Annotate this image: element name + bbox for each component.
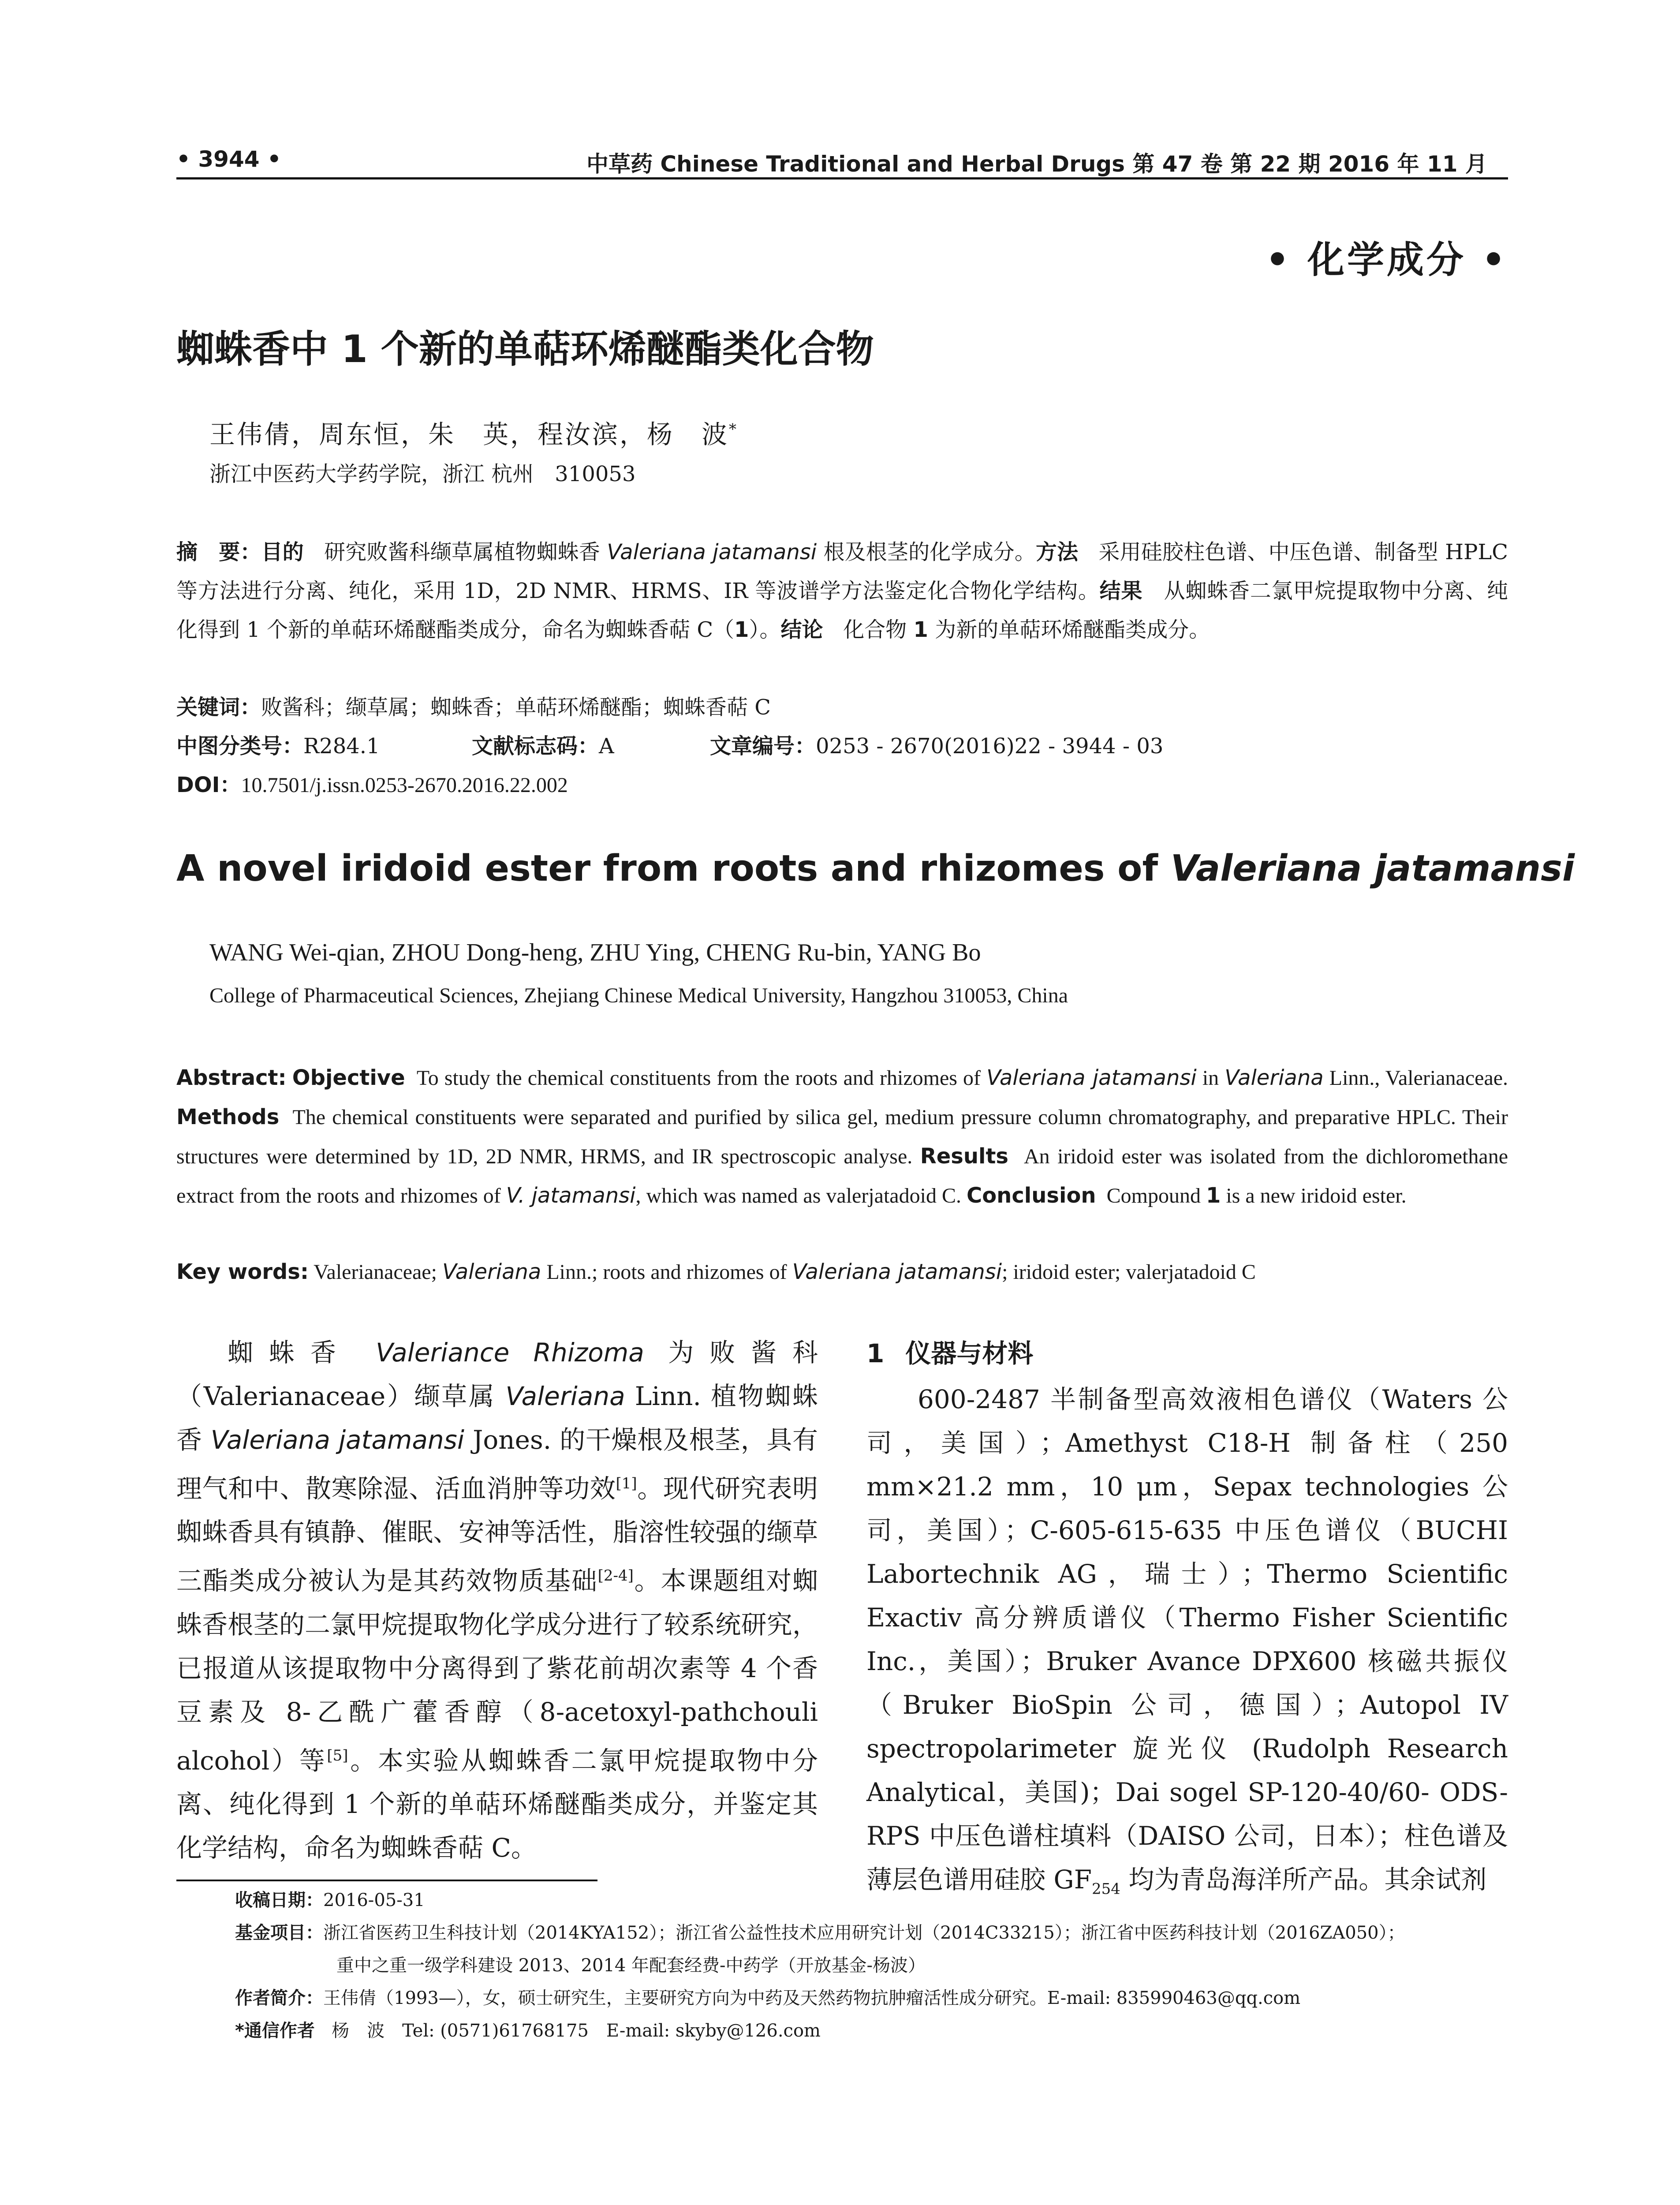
species-name: Valeriana jatamansi: [210, 1425, 465, 1455]
abstract-en: [176, 1058, 1508, 1215]
fund-label: 基金项目：: [235, 1923, 323, 1943]
body-text: 。本课题组对蜘蛛香根茎的二氯甲烷提取物化学成分进行了较系统研究，已报道从该提取物中分离得到了紫花前胡次素等 4 个香豆素及 8-乙酰广藿香醇（8-acetoxyl-pathchouli alcohol）等: [176, 1566, 818, 1775]
author-text: 王伟倩（1993—），女，硕士研究生，主要研究方向为中药及天然药物抗肿瘤活性成分研究。E-mail: 835990463@qq.com: [323, 1988, 1301, 2008]
keywords-en: [176, 1252, 1508, 1292]
species-name: Valeriana jatamansi: [607, 540, 817, 564]
body-text: Jones. 的干燥根及根茎，具有理气和中、散寒除湿、活血消肿等功效: [176, 1425, 818, 1504]
affiliation-zh: 浙江中医药大学药学院，浙江 杭州 310053: [209, 462, 636, 486]
clc-label: 中图分类号：: [176, 734, 304, 759]
conclusion-zh-label: 结论: [780, 617, 823, 642]
abstract-zh: [176, 533, 1508, 649]
author-label: 作者简介：: [235, 1988, 323, 2008]
species-name: Valeriana jatamansi: [792, 1259, 1002, 1284]
corr-text: 杨 波 Tel: (0571)61768175 E-mail: skyby@126.com: [332, 2021, 821, 2041]
methods-zh-text: 采用硅胶柱色谱、中压色谱、制备型 HPLC 等方法进行分离、纯化，采用 1D，2D NMR、HRMS、IR 等波谱学方法鉴定化合物化学结构。: [176, 540, 1508, 603]
conclusion-zh-text: 化合物: [843, 617, 907, 642]
latin-name: Valeriance Rhizoma: [376, 1338, 644, 1368]
genus-name: Valeriana: [1225, 1065, 1324, 1090]
keywords-en-c: ; iridoid ester; valerjatadoid C: [1002, 1260, 1256, 1284]
abstract-zh-label: 摘 要：: [176, 540, 261, 564]
affiliation-en: College of Pharmaceutical Sciences, Zhejiang Chinese Medical University, Hangzhou 310053, China: [209, 984, 1068, 1007]
objective-en-in: in: [1202, 1066, 1219, 1090]
body-text: 。现代研究表明蜘蛛香具有镇静、催眠、安神等活性，脂溶性较强的缬草三酯类成分被认为是其药效物质基础: [176, 1473, 818, 1596]
corr-label: *通信作者: [235, 2021, 315, 2041]
citation-ref[interactable]: [1]: [616, 1475, 637, 1492]
conclusion-en-label: Conclusion: [966, 1183, 1096, 1208]
abstract-en-label: Abstract:: [176, 1065, 287, 1090]
genus-name: Valeriana: [442, 1259, 541, 1284]
keywords-zh: [176, 688, 1508, 727]
objective-en-text: To study the chemical constituents from the roots and rhizomes of: [416, 1066, 981, 1090]
keywords-en-a: Valerianaceae;: [314, 1260, 437, 1284]
objective-en-end: Linn., Valerianaceae.: [1329, 1066, 1508, 1090]
compound-number: 1: [913, 617, 928, 642]
objective-zh-label: 目的: [261, 540, 304, 564]
fund-text-cont: 重中之重一级学科建设 2013、2014 年配套经费-中药学（开放基金-杨波）: [336, 1955, 926, 1976]
conclusion-en-text: Compound: [1106, 1184, 1201, 1207]
results-en-end: , which was named as valerjatadoid C.: [635, 1184, 961, 1207]
section-heading-text: 仪器与材料: [905, 1338, 1034, 1368]
header-rule: [176, 177, 1508, 179]
authors-zh-names: 王伟倩，周东恒，朱 英，程汝滨，杨 波: [209, 419, 729, 449]
received-label: 收稿日期：: [235, 1890, 323, 1910]
title-en-text: A novel iridoid ester from roots and rhizomes of: [176, 848, 1171, 889]
citation-ref[interactable]: [5]: [327, 1746, 348, 1764]
genus-name: Valeriana: [505, 1381, 625, 1411]
keywords-en-label: Key words:: [176, 1259, 309, 1284]
doc-code-value: A: [599, 734, 614, 759]
body-text: 蜘蛛香: [228, 1338, 352, 1368]
funding: [235, 1917, 1507, 1982]
received-value: 2016-05-31: [323, 1890, 425, 1910]
conclusion-en-end: is a new iridoid ester.: [1226, 1184, 1407, 1207]
doi-value: 10.7501/j.issn.0253-2670.2016.22.002: [241, 774, 568, 797]
objective-zh-end: 根及根茎的化学成分。: [823, 540, 1036, 564]
keywords-en-b: Linn.; roots and rhizomes of: [546, 1260, 787, 1284]
journal-info: 中草药 Chinese Traditional and Herbal Drugs 第 47 卷 第 22 期 2016 年 11 月: [586, 151, 1487, 177]
body-column-left: [176, 1331, 818, 1870]
page-number: • 3944 •: [176, 146, 281, 172]
results-zh-label: 结果: [1099, 579, 1143, 603]
classification-row: [176, 727, 1508, 766]
keywords-zh-label: 关键词：: [176, 695, 261, 720]
objective-en-label: Objective: [292, 1065, 405, 1090]
results-zh-end: ）。: [749, 617, 781, 642]
doc-code-label: 文献标志码：: [472, 734, 599, 759]
body-text: 为败酱科（Valerianaceae）缬草属: [176, 1338, 818, 1411]
clc-value: R284.1: [303, 734, 380, 759]
fund-text: 浙江省医药卫生科技计划（2014KYA152）；浙江省公益性技术应用研究计划（2014C33215）；浙江省中医药科技计划（2016ZA050）；: [323, 1923, 1405, 1943]
corresponding-author: [235, 2014, 821, 2047]
article-no-label: 文章编号：: [710, 734, 816, 759]
methods-zh-label: 方法: [1035, 540, 1079, 564]
article-no-value: 0253 - 2670(2016)22 - 3944 - 03: [816, 734, 1164, 759]
title-en-species: Valeriana jatamansi: [1170, 848, 1575, 889]
results-en-text: An iridoid ester was isolated from the dichloromethane extract from the roots and rhizomes of: [176, 1145, 1508, 1207]
article-title-en: [176, 848, 1575, 889]
section-number: 1: [866, 1338, 885, 1368]
objective-zh-text: 研究败酱科缬草属植物蜘蛛香: [324, 540, 600, 564]
doi-label: DOI：: [176, 773, 241, 797]
species-name: V. jatamansi: [506, 1183, 636, 1208]
article-title-zh: 蜘蛛香中 1 个新的单萜环烯醚酯类化合物: [176, 327, 874, 371]
corresponding-mark: *: [729, 420, 739, 438]
citation-ref[interactable]: [2-4]: [597, 1567, 634, 1585]
compound-number: 1: [1206, 1183, 1221, 1208]
running-header: [176, 140, 1508, 176]
results-zh-text: 从蜘蛛香二氯甲烷提取物中分离、纯化得到 1 个新的单萜环烯醚酯类成分，命名为蜘蛛香萜 C（: [176, 579, 1508, 642]
body-text: 。本实验从蜘蛛香二氯甲烷提取物中分离、纯化得到 1 个新的单萜环烯醚酯类成分，并鉴定其化学结构，命名为蜘蛛香萜 C。: [176, 1745, 818, 1863]
section-label: • 化学成分 •: [1266, 238, 1508, 281]
received-date: [235, 1884, 425, 1917]
instruments-paragraph: [866, 1378, 1508, 1911]
authors-en: WANG Wei-qian, ZHOU Dong-heng, ZHU Ying, CHENG Ru-bin, YANG Bo: [209, 939, 981, 966]
doi-row: [176, 766, 1508, 805]
author-bio: [235, 1982, 1300, 2014]
methods-en-label: Methods: [176, 1105, 280, 1129]
keywords-zh-text: 败酱科；缬草属；蜘蛛香；单萜环烯醚酯；蜘蛛香萜 C: [261, 695, 771, 720]
authors-zh: [209, 414, 738, 451]
results-en-label: Results: [920, 1144, 1008, 1169]
compound-number: 1: [734, 617, 749, 642]
methods-en-text: The chemical constituents were separated and purified by silica gel, medium pressure column chromatography, and preparative HPLC. Their structures were determined by 1D, 2D NMR, HRMS, and IR spectroscopic analyse.: [176, 1106, 1508, 1168]
subscript: 254: [1092, 1880, 1120, 1898]
body-column-right: [866, 1331, 1508, 1911]
conclusion-zh-end: 为新的单萜环烯醚酯类成分。: [935, 617, 1210, 642]
section-heading: [866, 1329, 1508, 1378]
body-text: 均为青岛海洋所产品。其余试剂: [1128, 1865, 1487, 1895]
body-text: Linn. 植物蜘蛛香: [176, 1381, 818, 1455]
body-text: 600-2487 半制备型高效液相色谱仪（Waters 公司，美国）；Amethyst C18-H 制备柱（250 mm×21.2 mm，10 μm，Sepax technologies 公司，美国）；C-605-615-635 中压色谱仪（BUCHI Labortechnik AG，瑞士）；Thermo Scientific Exactiv 高分辨质谱仪（Thermo Fisher Scientific Inc.，美国）；Bruker Avance DPX600 核磁共振仪（Bruker BioSpin 公司，德国）；Autopol IV spectropolarimeter 旋光仪 (Rudolph Research Analytical，美国)；Dai sogel SP-120-40/60- ODS-RPS 中压色谱柱填料（DAISO 公司，日本）；柱色谱及薄层色谱用硅胶 GF: [866, 1384, 1508, 1895]
species-name: Valeriana jatamansi: [986, 1065, 1197, 1090]
footnote-rule: [176, 1880, 597, 1881]
